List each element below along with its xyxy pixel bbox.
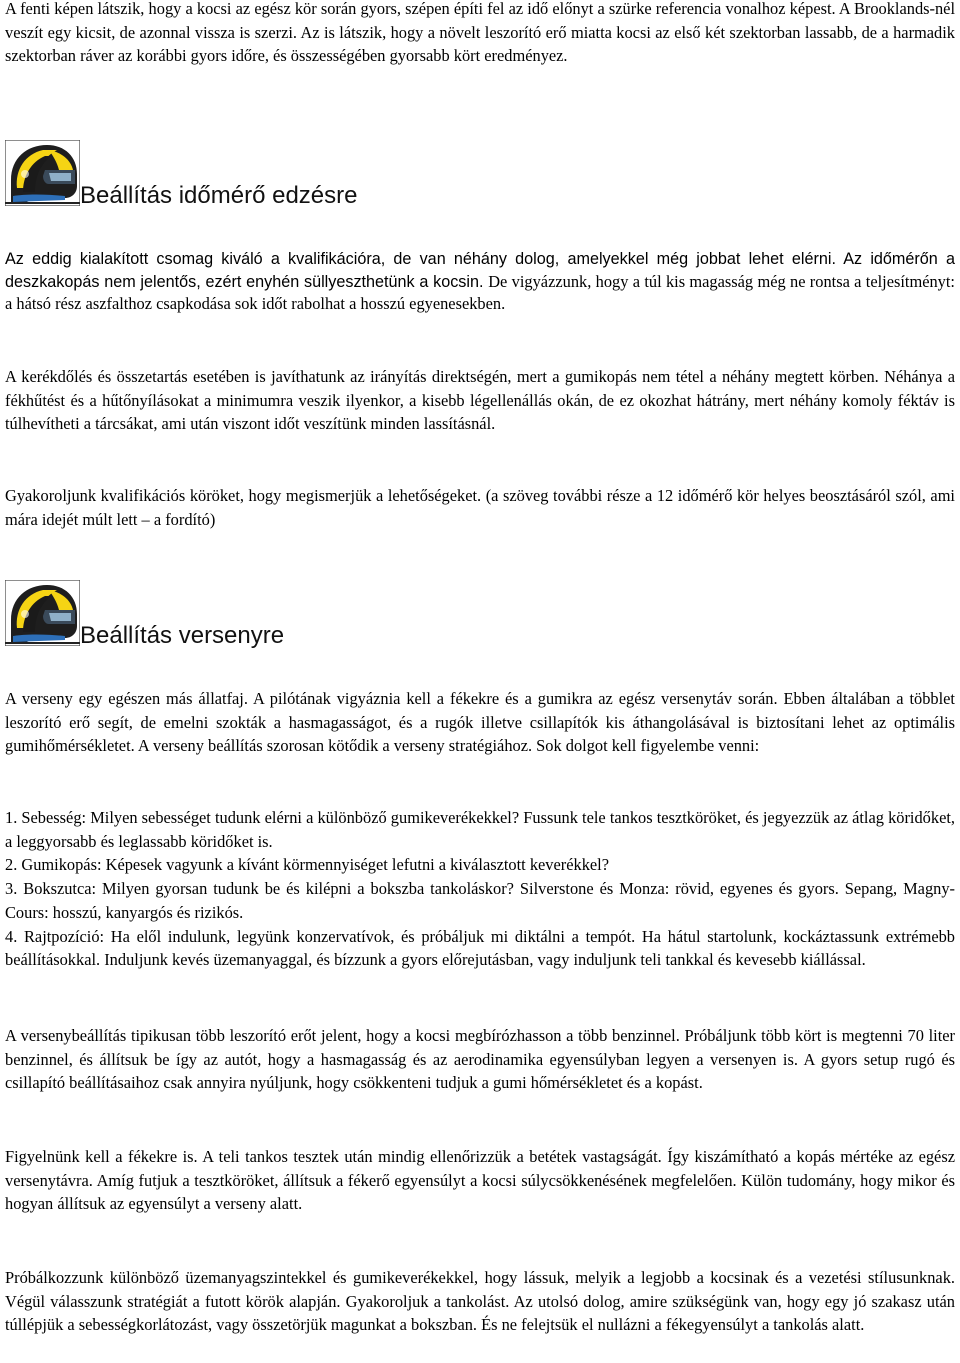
- race-checklist: [5, 806, 955, 972]
- list-item: 1. Sebesség: Milyen sebességet tudunk elérni a különböző gumikeverékekkel? Fussunk tele tankos tesztköröket, és jegyezzük az átlag köridőket, a leggyorsabb és leglassabb köridőket is.: [5, 808, 955, 851]
- helmet-icon: [5, 580, 80, 646]
- list-item: 3. Bokszutca: Milyen gyorsan tudunk be és kilépni a bokszba tankoláskor? Silverstone és Monza: rövid, egyenes és gyors. Sepang, Magny-Cours: hosszú, kanyargós és rizikós.: [5, 879, 955, 922]
- qualifying-paragraph-3: Gyakoroljunk kvalifikációs köröket, hogy megismerjük a lehetőségeket. (a szöveg további része a 12 időmérő kör helyes beosztásáról szól, ami mára idejét múlt lett – a fordító): [5, 486, 955, 529]
- section-title-race: Beállítás versenyre: [80, 622, 285, 649]
- qualifying-text-1b: De vigyázzunk, hogy a túl kis magasság még ne rontsa a teljesítményt: a hátsó rész aszfalthoz csapkodása sok időt rabolhat a hosszú egyenesekben.: [5, 271, 955, 314]
- section-header-race: [5, 580, 955, 650]
- section-title-qualifying: Beállítás időmérő edzésre: [80, 182, 358, 209]
- race-paragraph-2: A versenybeállítás tipikusan több leszorító erőt jelent, hogy a kocsi megbírózhasson a több benzinnel. Próbáljunk több kört is megtenni 70 liter benzinnel, és állítsuk be így az autót, hogy a hasmagasság és az aerodinamika egyensúlyban legyen a versenyen is. A gyors setup rugó és csillapító beállításaihoz csak annyira nyúljunk, hogy csökkenteni tudjuk a gumi hőmérsékletet és a kopást.: [5, 1026, 955, 1093]
- section-header-qualifying: [5, 140, 955, 210]
- helmet-icon: [5, 140, 80, 206]
- race-paragraph-4: Próbálkozzunk különböző üzemanyagszintekkel és gumikeverékekkel, hogy lássuk, melyik a legjobb a kocsinak és a vezetési stílusunknak. Végül válasszunk stratégiát a futott körök alapján. Gyakoroljuk a tankolást. Az utolsó dolog, amire szükségünk van, hogy egy jó szakasz után túllépjük a sebességkorlátozást, vagy összetörjük magunkat a bokszban. És ne felejtsük el nullázni a fékegyensúlyt a tankolás alatt.: [5, 1268, 955, 1335]
- race-paragraph-1: A verseny egy egészen más állatfaj. A pilótának vigyáznia kell a fékekre és a gumikra az egész versenytáv során. Ebben általában a többlet leszorító erő segít, de emelni szokták a hasmagasságot, és a rugók illetve csillapítók kis áthangolásával is biztosítani lehet az optimális gumihőmérsékletet. A verseny beállítás szorosan kötődik a verseny stratégiához. Sok dolgot kell figyelembe venni:: [5, 689, 955, 756]
- intro-paragraph: A fenti képen látszik, hogy a kocsi az egész kör során gyors, szépen építi fel az idő előnyt a szürke referencia vonalhoz képest. A Brooklands-nél veszít egy kicsit, de azonnal vissza is szerzi. Az is látszik, hogy a növelt leszorító erő miatta kocsi az első két szektorban lassabb, de a harmadik szektorban ráver az korábbi gyors időre, és összességében gyorsabb kört eredményez.: [5, 0, 955, 66]
- qualifying-paragraph-1: [5, 248, 955, 316]
- qualifying-text-1a: Az eddig kialakított csomag kiváló a kvalifikációra, de van néhány dolog, amelyekkel még jobbat lehet elérni. Az időmérőn a deszkakopás nem jelentős, ezért enyhén süllyeszthetünk a kocsin.: [5, 250, 955, 291]
- list-item: 2. Gumikopás: Képesek vagyunk a kívánt körmennyiséget lefutni a kiválasztott keverékkel?: [5, 855, 609, 875]
- list-item: 4. Rajtpozíció: Ha elől indulunk, legyünk konzervatívok, és próbáljuk mi diktálni a tempót. Ha hátul startolunk, kockáztassunk extrémebb beállításokkal. Induljunk kevés üzemanyaggal, és bízzunk a gyors előrejutásban, vagy induljunk teli tankkal és kevesebb kiállással.: [5, 926, 955, 970]
- race-paragraph-3: Figyelnünk kell a fékekre is. A teli tankos tesztek után mindig ellenőrizzük a betétek vastagságát. Így kiszámítható a kopás mértéke az egész versenytávra. Amíg futjuk a tesztköröket, állítsuk a fékerő egyensúlyt a kocsi súlycsökkenésének megfelelően. Külön tudomány, hogy mikor és hogyan állítsuk az egyensúlyt a verseny alatt.: [5, 1147, 955, 1214]
- qualifying-paragraph-2: A kerékdőlés és összetartás esetében is javíthatunk az irányítás direktségén, mert a gumikopás nem tétel a néhány megtett körben. Néhánya a fékhűtést és a hűtőnyílásokat a minimumra veszik ilyenkor, a kisebb légellenállás okán, de ez okozhat hátrány, mert néhány komoly féktáv is túlhevítheti a tárcsákat, ami után viszont időt veszítünk minden lassításnál.: [5, 367, 955, 434]
